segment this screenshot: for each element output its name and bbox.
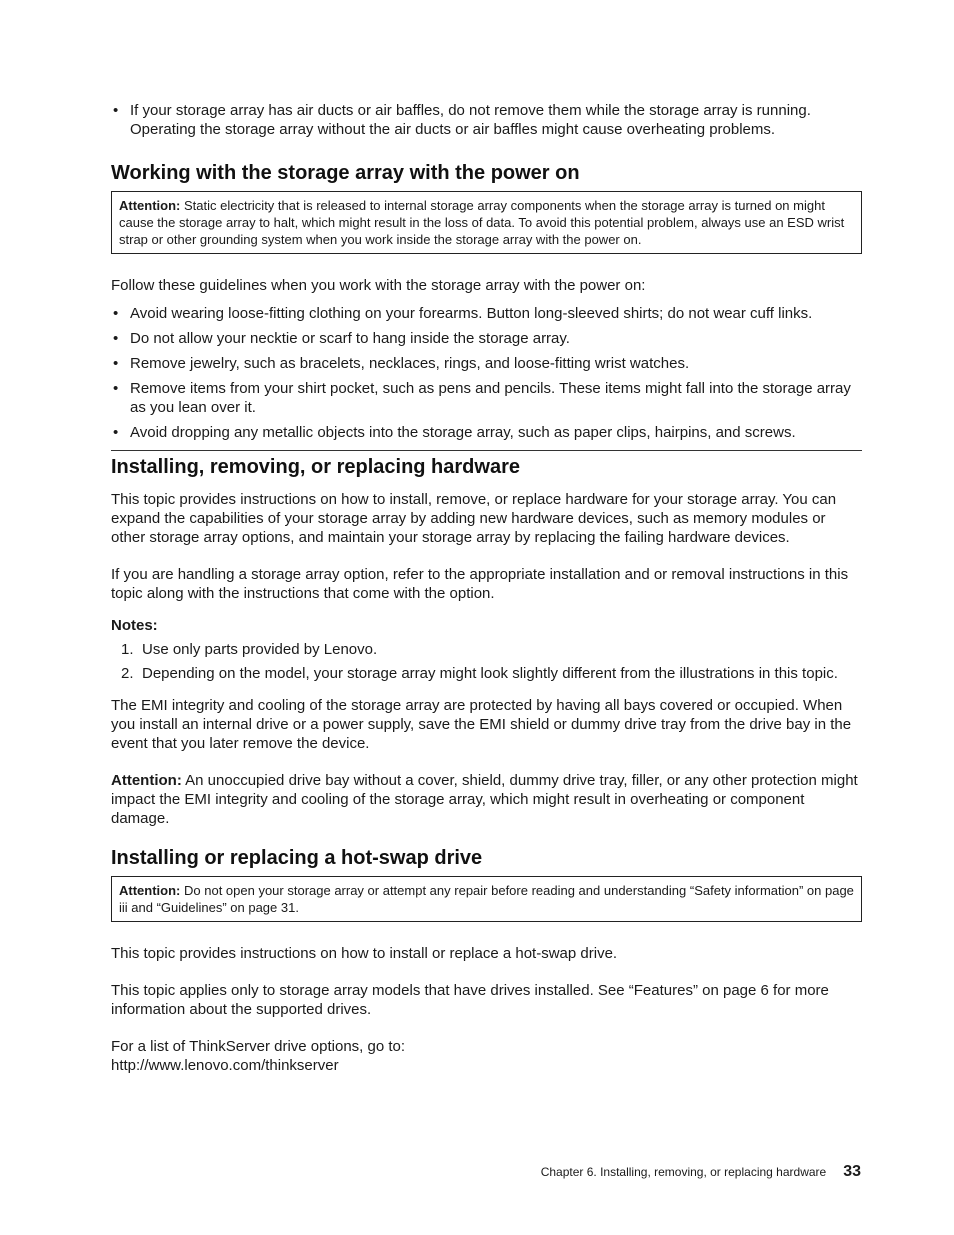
hot-swap-para-2: This topic applies only to storage array models that have drives installed. See “Features” on page 6 for more information about the supported drives. [111, 982, 829, 1018]
section-heading-power-on: Working with the storage array with the power on [111, 162, 580, 184]
attention-box-power-on [111, 191, 862, 254]
list-item [111, 640, 862, 659]
emi-para: The EMI integrity and cooling of the storage array are protected by having all bays covered or occupied. When you install an internal drive or a power supply, save the EMI shield or dummy drive tray from the drive bay in the event that you later remove the device. [111, 697, 852, 752]
attention-para [111, 771, 862, 828]
list-item: • Remove items from your shirt pocket, such as pens and pencils. These items might fall into the storage array as you lean over it. [111, 379, 862, 417]
guidelines-lead: Follow these guidelines when you work with the storage array with the power on: [111, 277, 646, 294]
page-footer [541, 1163, 861, 1181]
attention-label: Attention: [119, 198, 181, 213]
note-number: 2. [121, 665, 134, 682]
intro-bullet-list [111, 101, 862, 139]
list-item [111, 664, 862, 683]
section-divider [111, 450, 862, 451]
hot-swap-para-3 [111, 1037, 862, 1075]
attention-text: Do not open your storage array or attempt any repair before reading and understanding “Safety information” on page iii and “Guidelines” on page 31. [119, 883, 854, 915]
footer-chapter-title: Chapter 6. Installing, removing, or replacing hardware [540, 1165, 827, 1179]
list-item: • Avoid dropping any metallic objects into the storage array, such as paper clips, hairpins, and screws. [111, 423, 862, 442]
section-heading-hot-swap: Installing or replacing a hot-swap drive [111, 847, 483, 869]
attention-label: Attention: [119, 883, 181, 898]
notes-list [111, 640, 862, 683]
thinkserver-url[interactable]: http://www.lenovo.com/thinkserver [111, 1057, 339, 1074]
list-item: • Avoid wearing loose-fitting clothing on your forearms. Button long-sleeved shirts; do not wear cuff links. [111, 304, 862, 323]
page-number: 33 [843, 1163, 861, 1180]
document-page [111, 101, 862, 1075]
hot-swap-para-1: This topic provides instructions on how to install or replace a hot-swap drive. [111, 945, 618, 962]
list-item: • Do not allow your necktie or scarf to hang inside the storage array. [111, 329, 862, 348]
drive-options-lead: For a list of ThinkServer drive options, go to: [111, 1038, 406, 1055]
note-text: Depending on the model, your storage array might look slightly different from the illustrations in this topic. [142, 665, 838, 682]
attention-label: Attention: [111, 772, 182, 789]
attention-box-hot-swap [111, 876, 862, 922]
attention-text: An unoccupied drive bay without a cover, shield, dummy drive tray, filler, or any other protection might impact the EMI integrity and cooling of the storage array, which might result in overheating or component damage. [111, 772, 858, 827]
section-heading-hardware: Installing, removing, or replacing hardware [111, 456, 520, 478]
attention-text: Static electricity that is released to internal storage array components when the storage array is turned on might cause the storage array to halt, which might result in the loss of data. To avoid this potential problem, always use an ESD wrist strap or other grounding system when you work inside the storage array with the power on. [119, 198, 845, 247]
hardware-para-2: If you are handling a storage array option, refer to the appropriate installation and or removal instructions in this topic along with the instructions that come with the option. [111, 566, 849, 602]
hardware-para-1: This topic provides instructions on how to install, remove, or replace hardware for your storage array. You can expand the capabilities of your storage array by adding new hardware devices, such as memory modules or other storage array options, and maintain your storage array by replacing the failing hardware devices. [111, 491, 837, 546]
note-number: 1. [121, 641, 134, 658]
notes-label: Notes: [111, 617, 158, 634]
guidelines-list [111, 304, 862, 442]
note-text: Use only parts provided by Lenovo. [142, 641, 378, 658]
list-item: • Remove jewelry, such as bracelets, necklaces, rings, and loose-fitting wrist watches. [111, 354, 862, 373]
list-item: • If your storage array has air ducts or air baffles, do not remove them while the storage array is running. Operating the storage array without the air ducts or air baffles might cause overheating problems. [111, 101, 862, 139]
